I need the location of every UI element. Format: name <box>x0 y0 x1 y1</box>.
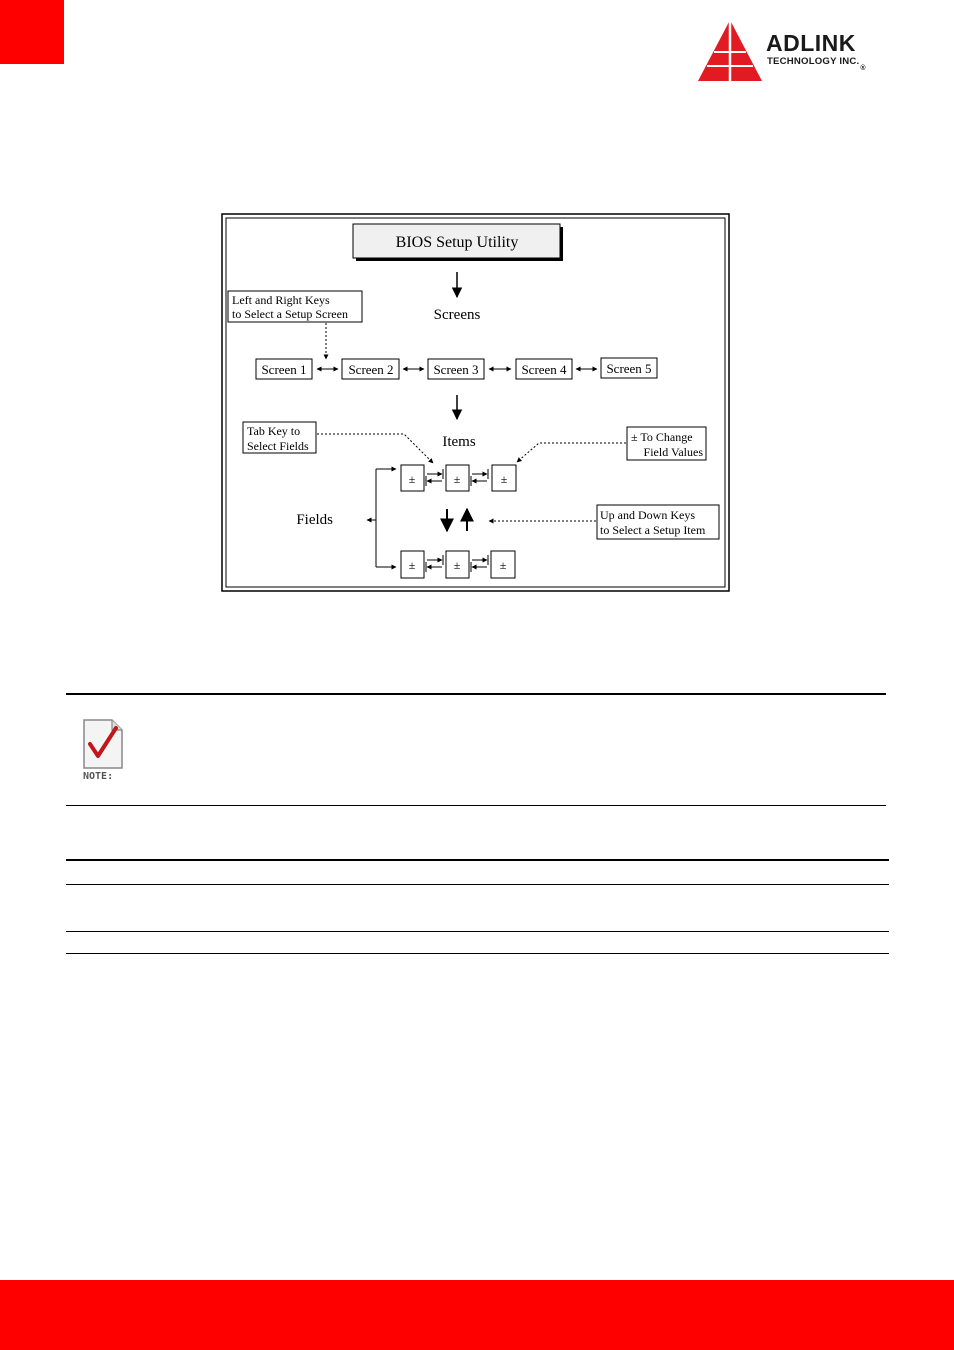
triangle-logo-icon <box>696 18 766 84</box>
callout-tab-line1: Tab Key to <box>247 424 301 438</box>
field-bottom-1: ± <box>408 558 416 572</box>
callout-change-line2: Field Values <box>643 445 703 459</box>
callout-updown-line2: to Select a Setup Item <box>600 523 706 537</box>
field-top-2: ± <box>453 472 461 486</box>
registered-mark: ® <box>860 65 866 72</box>
table-header-top-rule <box>66 859 889 861</box>
field-bottom-3: ± <box>499 558 507 572</box>
table-row-rule <box>66 931 889 932</box>
screen-2: Screen 2 <box>348 362 394 377</box>
screens-label: Screens <box>433 307 481 323</box>
callout-tab-line2: Select Fields <box>247 439 309 453</box>
brand-name: ADLINK <box>766 30 856 56</box>
note-icon-label: NOTE: <box>83 771 114 782</box>
callout-screens-line1: Left and Right Keys <box>232 293 330 307</box>
screen-1: Screen 1 <box>261 362 307 377</box>
bios-navigation-diagram <box>221 213 730 592</box>
note-top-rule <box>66 693 886 695</box>
field-top-1: ± <box>408 472 416 486</box>
note-bottom-rule <box>66 805 886 806</box>
note-checkmark-icon <box>80 716 126 782</box>
adlink-logo <box>696 18 910 84</box>
callout-change-line1: ± To Change <box>631 430 693 444</box>
screen-5: Screen 5 <box>606 361 652 376</box>
screen-3: Screen 3 <box>433 362 479 377</box>
brand-tagline: TECHNOLOGY $INC._®$ <box>767 56 866 72</box>
field-bottom-2: ± <box>453 558 461 572</box>
screen-4: Screen 4 <box>521 362 567 377</box>
corner-tab <box>0 0 64 64</box>
callout-updown-line1: Up and Down Keys <box>600 508 695 522</box>
items-label: Items <box>442 434 476 450</box>
fields-label: Fields <box>296 512 333 528</box>
field-top-3: ± <box>500 472 508 486</box>
table-header-bottom-rule <box>66 884 889 885</box>
diagram-title: BIOS Setup Utility <box>395 234 519 251</box>
table-bottom-rule <box>66 953 889 954</box>
footer-bar <box>0 1280 954 1350</box>
callout-screens-line2: to Select a Setup Screen <box>232 307 348 321</box>
